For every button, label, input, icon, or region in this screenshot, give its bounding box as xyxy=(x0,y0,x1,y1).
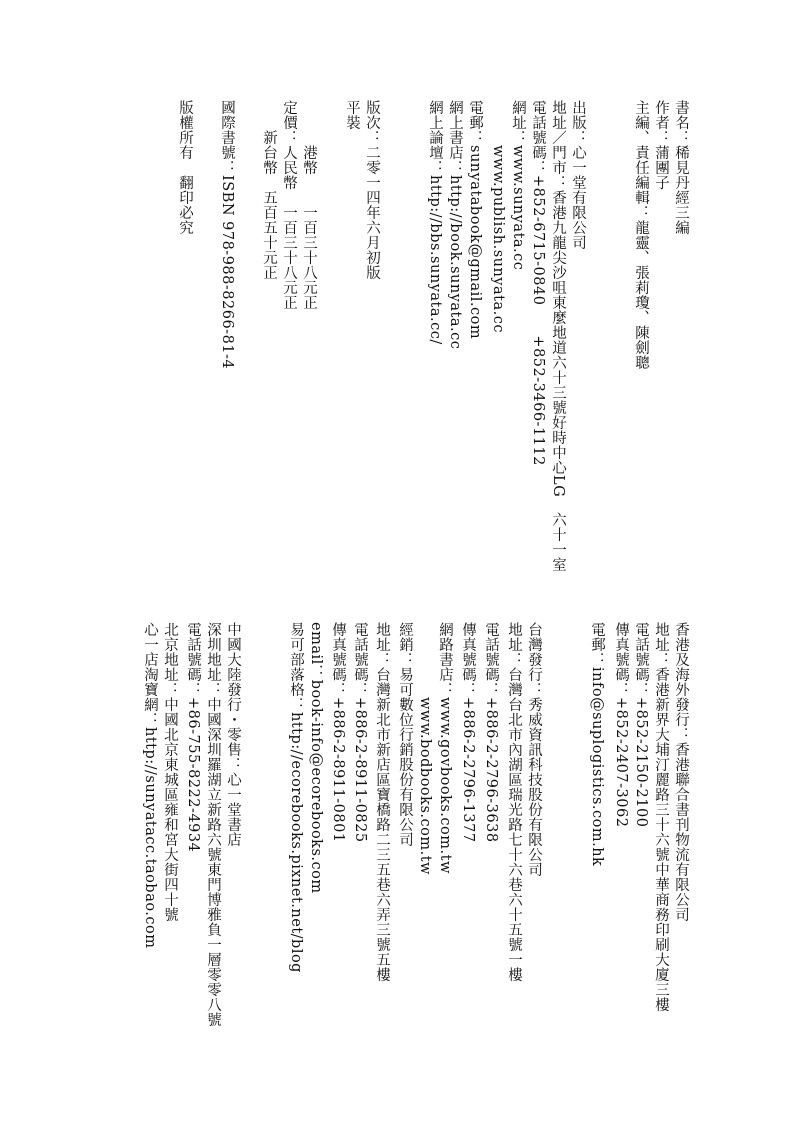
editor-line: 主編、責任編輯：龍靈、張莉瓊、陳劍聰 xyxy=(633,100,649,370)
online-forum-line: 網上論壇：http://bbs.sunyata.cc/ xyxy=(427,100,443,345)
tw-distributor-line: 台灣發行：秀威資訊科技股份有限公司 xyxy=(526,622,542,877)
cn-taobao-line: 心一店淘寶網：http://sunyatacc.taobao.com xyxy=(142,622,158,949)
tw-fax-line: 傳真號碼：+886-2-2796-1377 xyxy=(460,622,476,843)
address-line: 地址／門市：香港九龍尖沙咀東麼地道六十三號好時中心LG 六十一室 xyxy=(550,100,566,573)
online-store-line: 網上書店：http://book.sunyata.cc xyxy=(447,100,463,350)
publisher-line: 出版：心一堂有限公司 xyxy=(570,100,586,250)
tw-dealer-blog-line: 易可部落格：http://ecorebooks.pixnet.net/blog xyxy=(288,622,304,973)
tw-dealer-phone-line: 電話號碼：+886-2-8911-0825 xyxy=(352,622,368,843)
tw-dealer-fax-line: 傳真號碼：+886-2-8911-0801 xyxy=(330,622,346,843)
tw-address-line: 地址：台灣台北市內湖區瑞光路七十六巷六十五號一樓 xyxy=(506,622,522,982)
email-line: 電郵：sunyatabook@gmail.com xyxy=(467,100,483,340)
price-hkd-line: 港幣 一百三十八元正 xyxy=(301,100,317,310)
copyright-line: 版權所有 翻印必究 xyxy=(177,100,193,235)
tw-dealer-address-line: 地址：台灣新北市新店區寶橋路二三五巷六弄三號五樓 xyxy=(374,622,390,982)
website-line-2: www.publish.sunyata.cc xyxy=(490,100,506,333)
hk-distributor-line: 香港及海外發行：香港聯合書刊物流有限公司 xyxy=(673,622,689,922)
cn-phone-line: 電話號碼：+86-755-8222-4934 xyxy=(185,622,201,853)
edition-line: 版次：二零一四年六月初版 xyxy=(364,100,380,280)
price-rmb-line: 定價：人民幣 一百三十八元正 xyxy=(281,100,297,310)
binding-line: 平裝 xyxy=(344,100,360,130)
hk-address-line: 地址：香港新界大埔汀麗路三十六號中華商務印刷大廈三樓 xyxy=(653,622,669,1012)
cn-beijing-address-line: 北京地址：中國北京東城區雍和宮大街四十號 xyxy=(162,622,178,922)
tw-dealer-line: 經銷：易可數位行銷股份有限公司 xyxy=(397,622,413,847)
cn-distributor-line: 中國大陸發行・零售：心一堂書店 xyxy=(225,622,241,847)
tw-bookstore-line: 網路書店：www.govbooks.com.tw xyxy=(437,622,453,874)
title-line: 書名：稀見丹經三編 xyxy=(673,100,689,235)
hk-phone-line: 電話號碼：+852-2150-2100 xyxy=(633,622,649,828)
hk-fax-line: 傳真號碼：+852-2407-3062 xyxy=(613,622,629,828)
tw-phone-line: 電話號碼：+886-2-2796-3638 xyxy=(483,622,499,843)
tw-dealer-email-line: email：book-info@ecorebooks.com xyxy=(308,622,324,894)
cn-shenzhen-address-line: 深圳地址：中國深圳羅湖立新路六號東門博雅負一層零零八號 xyxy=(205,622,221,1027)
tw-bookstore-line-2: www.bodbooks.com.tw xyxy=(417,622,433,875)
website-line: 網址：www.sunyata.cc xyxy=(510,100,526,271)
author-line: 作者：蒲團子 xyxy=(653,100,669,190)
isbn-line: 國際書號：ISBN 978-988-8266-81-4 xyxy=(219,100,235,370)
price-twd-line: 新台幣 五百五十元正 xyxy=(261,100,277,280)
phone-line: 電話號碼：+852-6715-0840 +852-3466-1112 xyxy=(530,100,546,466)
hk-email-line: 電郵：info@suplogistics.com.hk xyxy=(589,622,605,867)
